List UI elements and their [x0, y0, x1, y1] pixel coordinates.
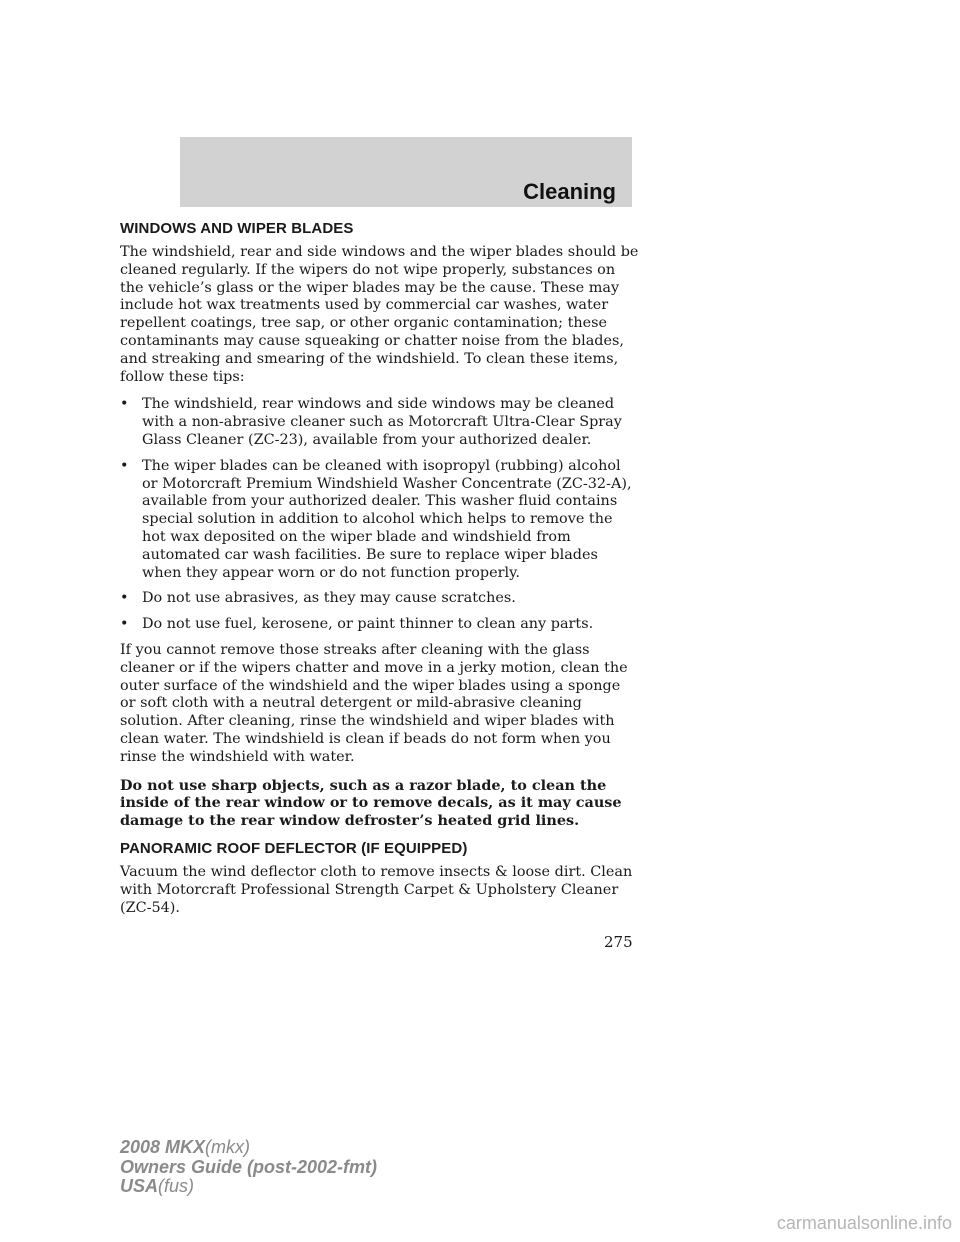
footer-line-guide: Owners Guide (post-2002-fmt) — [120, 1156, 378, 1177]
document-footer — [120, 1138, 377, 1197]
roof-paragraph: Vacuum the wind deflector cloth to remove insects & loose dirt. Clean with Motorcraft Professional Strength Carpet & Upholstery Cleaner (ZC-54). — [120, 863, 633, 916]
footer-line-model: 2008 MKX(mkx) — [120, 1137, 251, 1157]
intro-paragraph: The windshield, rear and side windows and the wiper blades should be cleaned regularly. If the wipers do not wipe properly, substances on the vehicle’s glass or the wiper blades may be the cause. These may include hot wax treatments used by commercial car washes, water repellent coatings, tree sap, or other organic contamination; these contaminants may cause squeaking or chatter noise from the blades, and streaking and smearing of the windshield. To clean these items, follow these tips: — [120, 244, 639, 385]
bullet-icon: • — [120, 457, 129, 474]
bullet-icon: • — [120, 590, 129, 607]
heading-panoramic-roof: PANORAMIC ROOF DEFLECTOR (IF EQUIPPED) — [120, 839, 468, 857]
page-number: 275 — [604, 933, 633, 951]
bullet-icon: • — [120, 616, 129, 633]
watermark-link[interactable]: carmanualsonline.info — [776, 1213, 952, 1233]
section-header-band — [180, 137, 632, 207]
list-item: • The wiper blades can be cleaned with isopropyl (rubbing) alcohol or Motorcraft Premium Windshield Washer Concentrate (ZC-32-A), available from your authorized dealer. This washer fluid contains special solution in addition to alcohol which helps to remove the hot wax deposited on the wiper blade and windshield from automated car wash facilities. Be sure to replace wiper blades when they appear worn or do not function properly. — [120, 457, 632, 581]
list-item: • The windshield, rear windows and side windows may be cleaned with a non-abrasive cleaner such as Motorcraft Ultra-Clear Spray Glass Cleaner (ZC-23), available from your authorized dealer. — [120, 396, 622, 448]
list-item: • Do not use fuel, kerosene, or paint thinner to clean any parts. — [120, 616, 594, 633]
page-content — [120, 220, 640, 927]
list-item: • Do not use abrasives, as they may cause scratches. — [120, 590, 516, 607]
section-title: Cleaning — [523, 179, 616, 204]
tips-list — [120, 396, 640, 634]
footer-line-region: USA(fus) — [120, 1176, 195, 1196]
streaks-paragraph: If you cannot remove those streaks after cleaning with the glass cleaner or if the wipers chatter and move in a jerky motion, clean the outer surface of the windshield and the wiper blades using a sponge or soft cloth with a neutral detergent or mild-abrasive cleaning solution. After cleaning, rinse the windshield and wiper blades with clean water. The windshield is clean if beads do not form when you rinse the windshield with water. — [120, 641, 628, 765]
bullet-icon: • — [120, 396, 129, 413]
heading-windows-wiper-blades: WINDOWS AND WIPER BLADES — [120, 220, 354, 237]
warning-paragraph: Do not use sharp objects, such as a razor blade, to clean the inside of the rear window or to remove decals, as it may cause damage to the rear window defroster’s heated grid lines. — [120, 776, 622, 830]
